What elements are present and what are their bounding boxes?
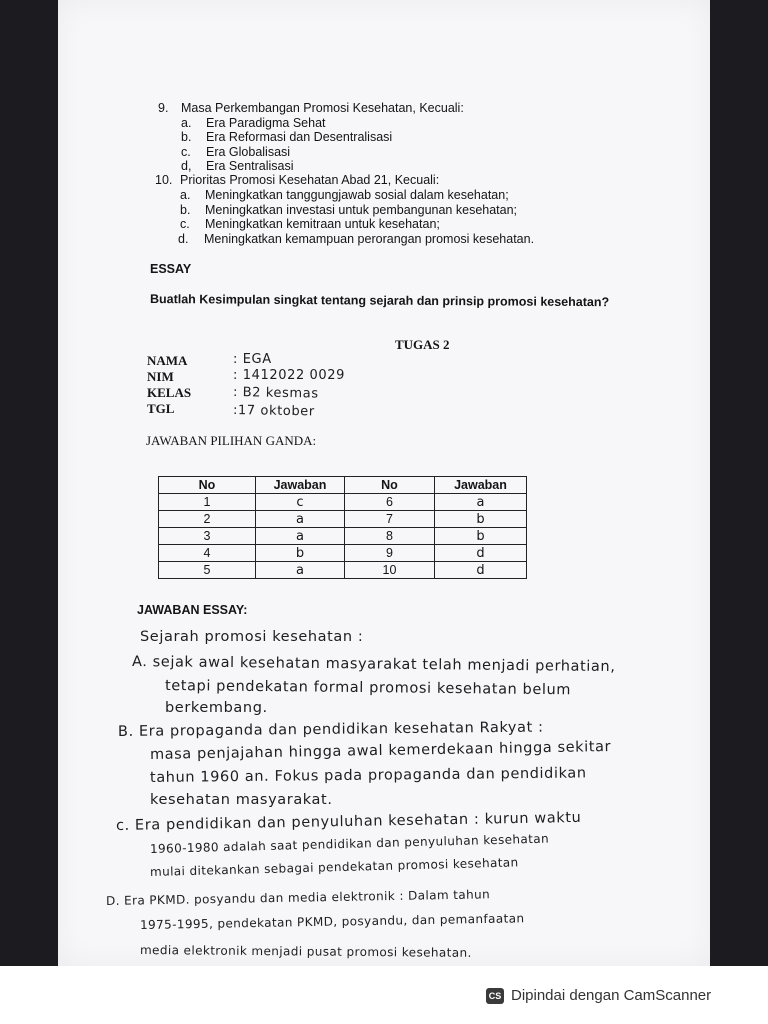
- answer-table-header: [159, 477, 527, 494]
- value-tgl: :17 oktober: [232, 403, 315, 420]
- row-number: 1: [159, 494, 256, 511]
- question-10-number: 10.: [155, 173, 173, 187]
- q10-option-a: Meningkatkan tanggungjawab sosial dalam kesehatan;: [205, 188, 509, 202]
- row-number: 10: [345, 562, 435, 579]
- row-answer: a: [256, 528, 345, 545]
- row-answer: a: [256, 511, 345, 528]
- row-number: 9: [345, 545, 435, 562]
- row-number: 2: [159, 511, 256, 528]
- essay-intro: Sejarah promosi kesehatan :: [140, 629, 364, 645]
- multiple-choice-heading: JAWABAN PILIHAN GANDA:: [146, 433, 317, 448]
- row-number: 8: [345, 528, 435, 545]
- q9-option-c: Era Globalisasi: [206, 145, 291, 159]
- label-nama: NAMA: [147, 353, 188, 368]
- camscanner-logo: CS: [486, 988, 504, 1004]
- table-row: [159, 528, 527, 545]
- q9-option-b-letter: b.: [181, 130, 192, 144]
- table-row: [159, 545, 527, 562]
- q10-option-d-letter: d.: [178, 232, 189, 246]
- table-row: [159, 562, 527, 579]
- q10-option-b-letter: b.: [180, 203, 191, 217]
- header-no-1: No: [159, 477, 256, 494]
- row-answer: a: [435, 494, 527, 511]
- header-jawaban-2: Jawaban: [435, 477, 527, 494]
- q10-option-d: Meningkatkan kemampuan perorangan promosi kesehatan.: [204, 232, 535, 246]
- essay-line: c. Era pendidikan dan penyuluhan kesehatan : kurun waktu: [115, 809, 582, 834]
- essay-line: B. Era propaganda dan pendidikan kesehatan Rakyat :: [117, 719, 544, 740]
- q9-option-a-letter: a.: [181, 116, 192, 130]
- row-answer: d: [435, 545, 527, 562]
- row-answer: b: [435, 528, 527, 545]
- row-number: 4: [159, 545, 256, 562]
- row-answer: c: [256, 494, 345, 511]
- q10-option-c-letter: c.: [180, 217, 190, 231]
- label-nim: NIM: [147, 369, 174, 384]
- answer-table: [158, 476, 527, 579]
- label-kelas: KELAS: [147, 385, 192, 400]
- q9-option-d: Era Sentralisasi: [206, 159, 294, 173]
- camscanner-watermark: Dipindai dengan CamScanner: [511, 987, 712, 1004]
- table-row: [159, 511, 527, 528]
- row-answer: d: [435, 562, 527, 579]
- label-tgl: TGL: [147, 401, 175, 416]
- value-nama: : EGA: [233, 352, 272, 367]
- header-no-2: No: [345, 477, 435, 494]
- value-nim: : 1412022 0029: [233, 368, 346, 383]
- essay-line: berkembang.: [165, 700, 268, 716]
- essay-line: tahun 1960 an. Fokus pada propaganda dan pendidikan: [149, 765, 587, 786]
- q9-option-a: Era Paradigma Sehat: [206, 116, 326, 130]
- essay-line: kesehatan masyarakat.: [150, 792, 333, 808]
- row-answer: b: [435, 511, 527, 528]
- essay-line: masa penjajahan hingga awal kemerdekaan hingga sekitar: [149, 738, 612, 763]
- question-9-number: 9.: [158, 101, 169, 115]
- question-9-text: Masa Perkembangan Promosi Kesehatan, Kecuali:: [181, 101, 464, 115]
- row-number: 7: [345, 511, 435, 528]
- q10-option-c: Meningkatkan kemitraan untuk kesehatan;: [205, 217, 440, 231]
- essay-line: 1975-1995, pendekatan PKMD, posyandu, dan pemanfaatan: [139, 911, 525, 932]
- essay-heading: ESSAY: [150, 262, 192, 276]
- row-number: 3: [159, 528, 256, 545]
- essay-answer-heading: JAWABAN ESSAY:: [137, 603, 248, 617]
- q9-option-d-letter: d,: [181, 159, 192, 173]
- q9-option-b: Era Reformasi dan Desentralisasi: [206, 130, 393, 144]
- q10-option-b: Meningkatkan investasi untuk pembangunan kesehatan;: [205, 203, 518, 217]
- row-number: 5: [159, 562, 256, 579]
- essay-line: D. Era PKMD. posyandu dan media elektronik : Dalam tahun: [105, 887, 491, 908]
- question-10-text: Prioritas Promosi Kesehatan Abad 21, Kecuali:: [180, 173, 440, 187]
- essay-line: tetapi pendekatan formal promosi kesehatan belum: [164, 678, 572, 699]
- essay-line: 1960-1980 adalah saat pendidikan dan penyuluhan kesehatan: [149, 831, 550, 856]
- q9-option-c-letter: c.: [181, 145, 191, 159]
- table-row: [159, 494, 527, 511]
- row-number: 6: [345, 494, 435, 511]
- essay-line: A. sejak awal kesehatan masyarakat telah menjadi perhatian,: [131, 654, 616, 676]
- essay-prompt: Buatlah Kesimpulan singkat tentang sejarah dan prinsip promosi kesehatan?: [149, 292, 610, 310]
- essay-line: mulai ditekankan sebagai pendekatan promosi kesehatan: [149, 855, 519, 879]
- value-kelas: : B2 kesmas: [232, 385, 319, 402]
- row-answer: a: [256, 562, 345, 579]
- q10-option-a-letter: a.: [180, 188, 191, 202]
- essay-line: media elektronik menjadi pusat promosi kesehatan.: [139, 943, 472, 960]
- assignment-title: TUGAS 2: [395, 337, 450, 352]
- header-jawaban-1: Jawaban: [256, 477, 345, 494]
- row-answer: b: [256, 545, 345, 562]
